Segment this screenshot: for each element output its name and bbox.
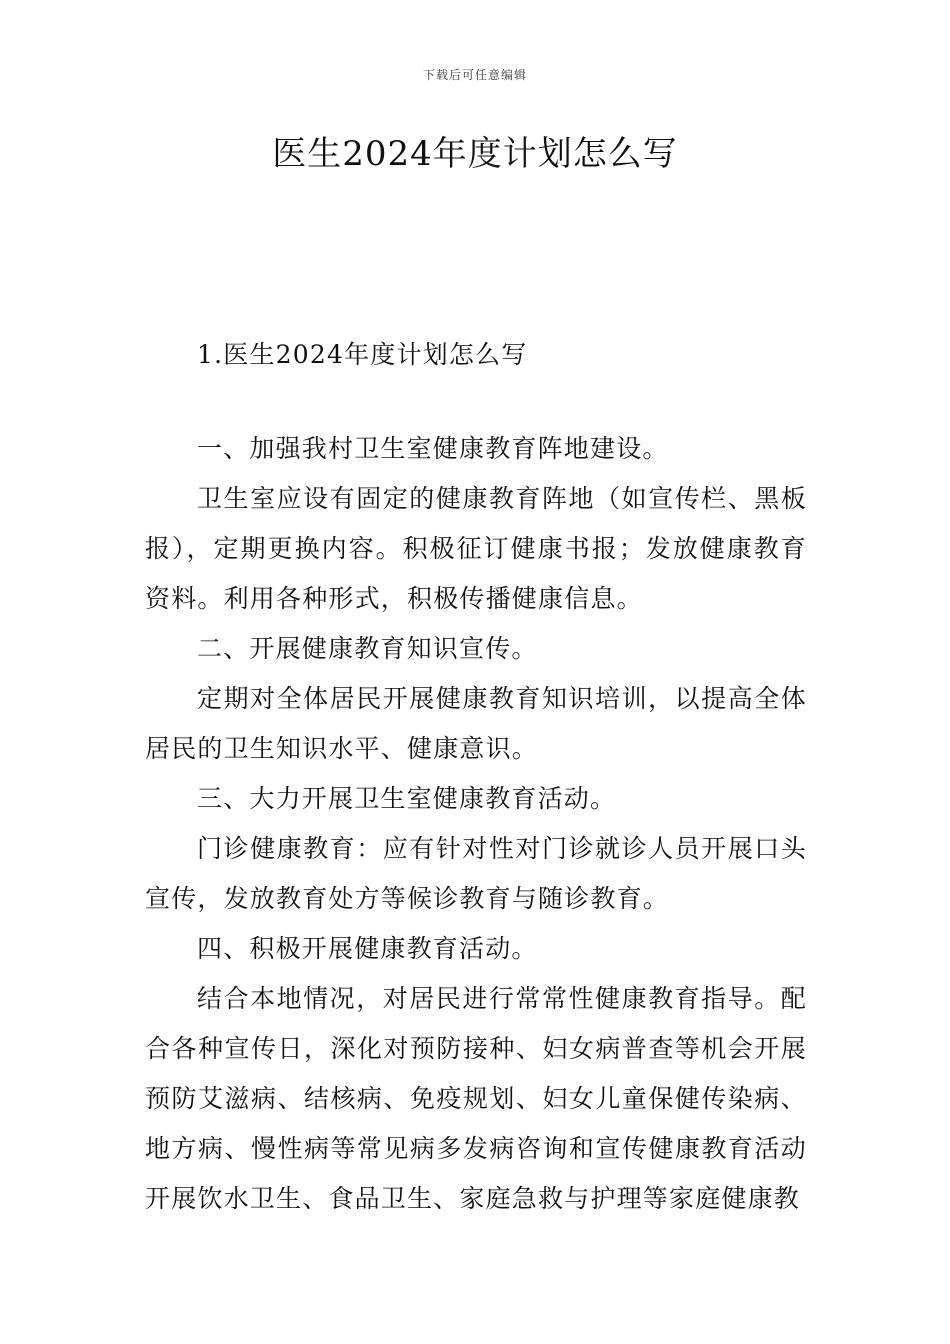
paragraph-3: 门诊健康教育：应有针对性对门诊就诊人员开展口头宣传，发放教育处方等候诊教育与随诊教育。 xyxy=(145,834,807,913)
section-heading xyxy=(145,330,807,380)
paragraph-4: 结合本地情况，对居民进行常常性健康教育指导。配合各种宣传日，深化对预防接种、妇女病普查等机会开展预防艾滋病、结核病、免疫规划、妇女儿童保健传染病、地方病、慢性病等常见病多发病咨询和宣传健康教育活动开展饮水卫生、食品卫生、家庭急救与护理等家庭健康教 xyxy=(145,984,807,1213)
header-note: 下载后可任意编辑 xyxy=(422,68,527,82)
heading-1: 一、加强我村卫生室健康教育阵地建设。 xyxy=(197,434,669,463)
heading-2: 二、开展健康教育知识宣传。 xyxy=(197,634,538,663)
document-title: 医生2024年度计划怎么写 xyxy=(272,134,678,174)
paragraph-2: 定期对全体居民开展健康教育知识培训，以提高全体居民的卫生知识水平、健康意识。 xyxy=(145,684,807,763)
paragraph-1: 卫生室应设有固定的健康教育阵地（如宣传栏、黑板报），定期更换内容。积极征订健康书报；发放健康教育资料。利用各种形式，积极传播健康信息。 xyxy=(145,484,807,613)
document-body xyxy=(145,424,807,1224)
heading-3: 三、大力开展卫生室健康教育活动。 xyxy=(197,784,617,813)
section-heading-text: 1.医生2024年度计划怎么写 xyxy=(197,340,528,369)
heading-4: 四、积极开展健康教育活动。 xyxy=(197,934,538,963)
